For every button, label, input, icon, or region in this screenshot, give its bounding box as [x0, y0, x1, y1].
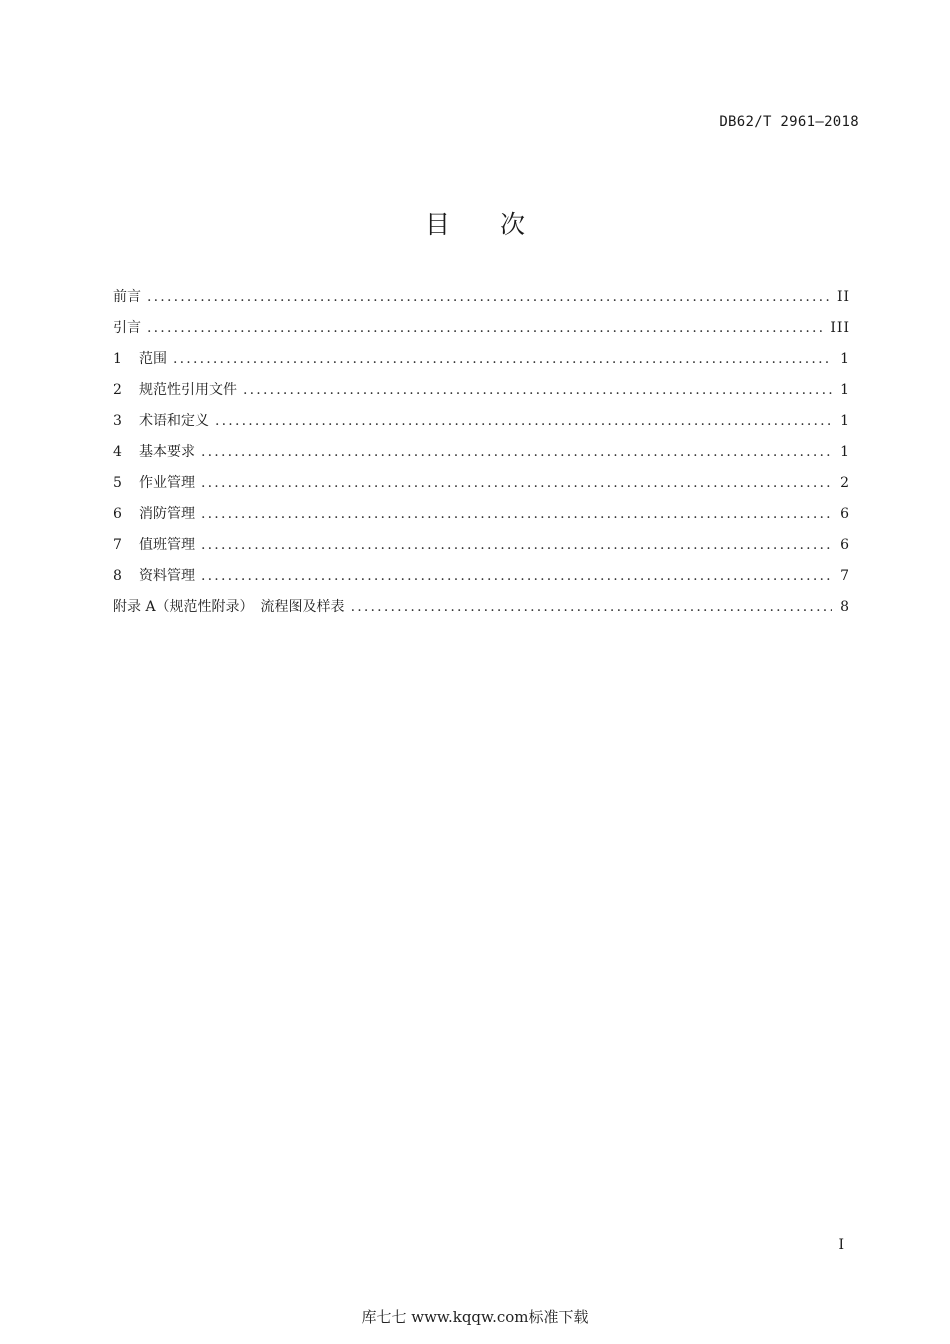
toc-dot-leader [201, 568, 832, 584]
toc-dot-leader [201, 506, 832, 522]
toc-entry-terms-definitions[interactable] [113, 410, 850, 441]
toc-entry-label: 作业管理 [139, 475, 195, 491]
toc-entry-page: 1 [840, 382, 850, 398]
toc-dot-leader [215, 413, 832, 429]
toc-dot-leader [351, 599, 832, 615]
page-number: I [838, 1237, 844, 1253]
toc-entry-number: 4 [113, 444, 122, 460]
toc-entry-label: 消防管理 [139, 506, 195, 522]
toc-entry-duty-management[interactable] [113, 534, 850, 565]
toc-dot-leader [201, 444, 832, 460]
toc-dot-leader [201, 475, 832, 491]
toc-entry-scope[interactable] [113, 348, 850, 379]
toc-entry-label: 规范性引用文件 [139, 382, 237, 398]
toc-entry-preface[interactable] [113, 286, 850, 317]
toc-entry-fire-management[interactable] [113, 503, 850, 534]
toc-entry-page: III [830, 320, 850, 336]
toc-entry-number: 1 [113, 351, 122, 367]
toc-dot-leader [243, 382, 832, 398]
toc-entry-page: 7 [840, 568, 850, 584]
toc-entry-operation-management[interactable] [113, 472, 850, 503]
toc-entry-number: 6 [113, 506, 122, 522]
toc-entry-page: 2 [840, 475, 850, 491]
toc-entry-page: 1 [840, 413, 850, 429]
toc-entry-label: 前言 [113, 289, 141, 305]
toc-entry-label: 资料管理 [139, 568, 195, 584]
toc-entry-number: 5 [113, 475, 122, 491]
toc-entry-page: 6 [840, 537, 850, 553]
toc-entry-label: 附录 A（规范性附录） 流程图及样表 [113, 599, 345, 615]
toc-entry-page: 1 [840, 444, 850, 460]
toc-dot-leader [173, 351, 832, 367]
toc-entry-number: 3 [113, 413, 122, 429]
toc-entry-normative-references[interactable] [113, 379, 850, 410]
toc-entry-records-management[interactable] [113, 565, 850, 596]
toc-entry-introduction[interactable] [113, 317, 850, 348]
title-char-2: 次 [500, 210, 526, 239]
toc-entry-page: 8 [840, 599, 850, 615]
toc-entry-page: 6 [840, 506, 850, 522]
standard-number: DB62/T 2961—2018 [719, 114, 859, 130]
toc-entry-label: 基本要求 [139, 444, 195, 460]
toc-dot-leader [201, 537, 832, 553]
title-char-1: 目 [424, 210, 450, 239]
toc-entry-number: 2 [113, 382, 122, 398]
toc-entry-label: 范围 [139, 351, 167, 367]
toc-entry-number: 8 [113, 568, 122, 584]
toc-entry-label: 引言 [113, 320, 141, 336]
page-title [0, 205, 950, 241]
toc-entry-appendix-a[interactable] [113, 596, 850, 627]
toc-entry-page: II [836, 289, 850, 305]
toc-entry-label: 值班管理 [139, 537, 195, 553]
toc-dot-leader [147, 320, 824, 336]
toc-dot-leader [147, 289, 831, 305]
table-of-contents [113, 286, 850, 627]
footer-watermark: 库七七 www.kqqw.com标准下载 [361, 1308, 589, 1326]
toc-entry-basic-requirements[interactable] [113, 441, 850, 472]
toc-entry-page: 1 [840, 351, 850, 367]
toc-entry-label: 术语和定义 [139, 413, 209, 429]
toc-entry-number: 7 [113, 537, 122, 553]
